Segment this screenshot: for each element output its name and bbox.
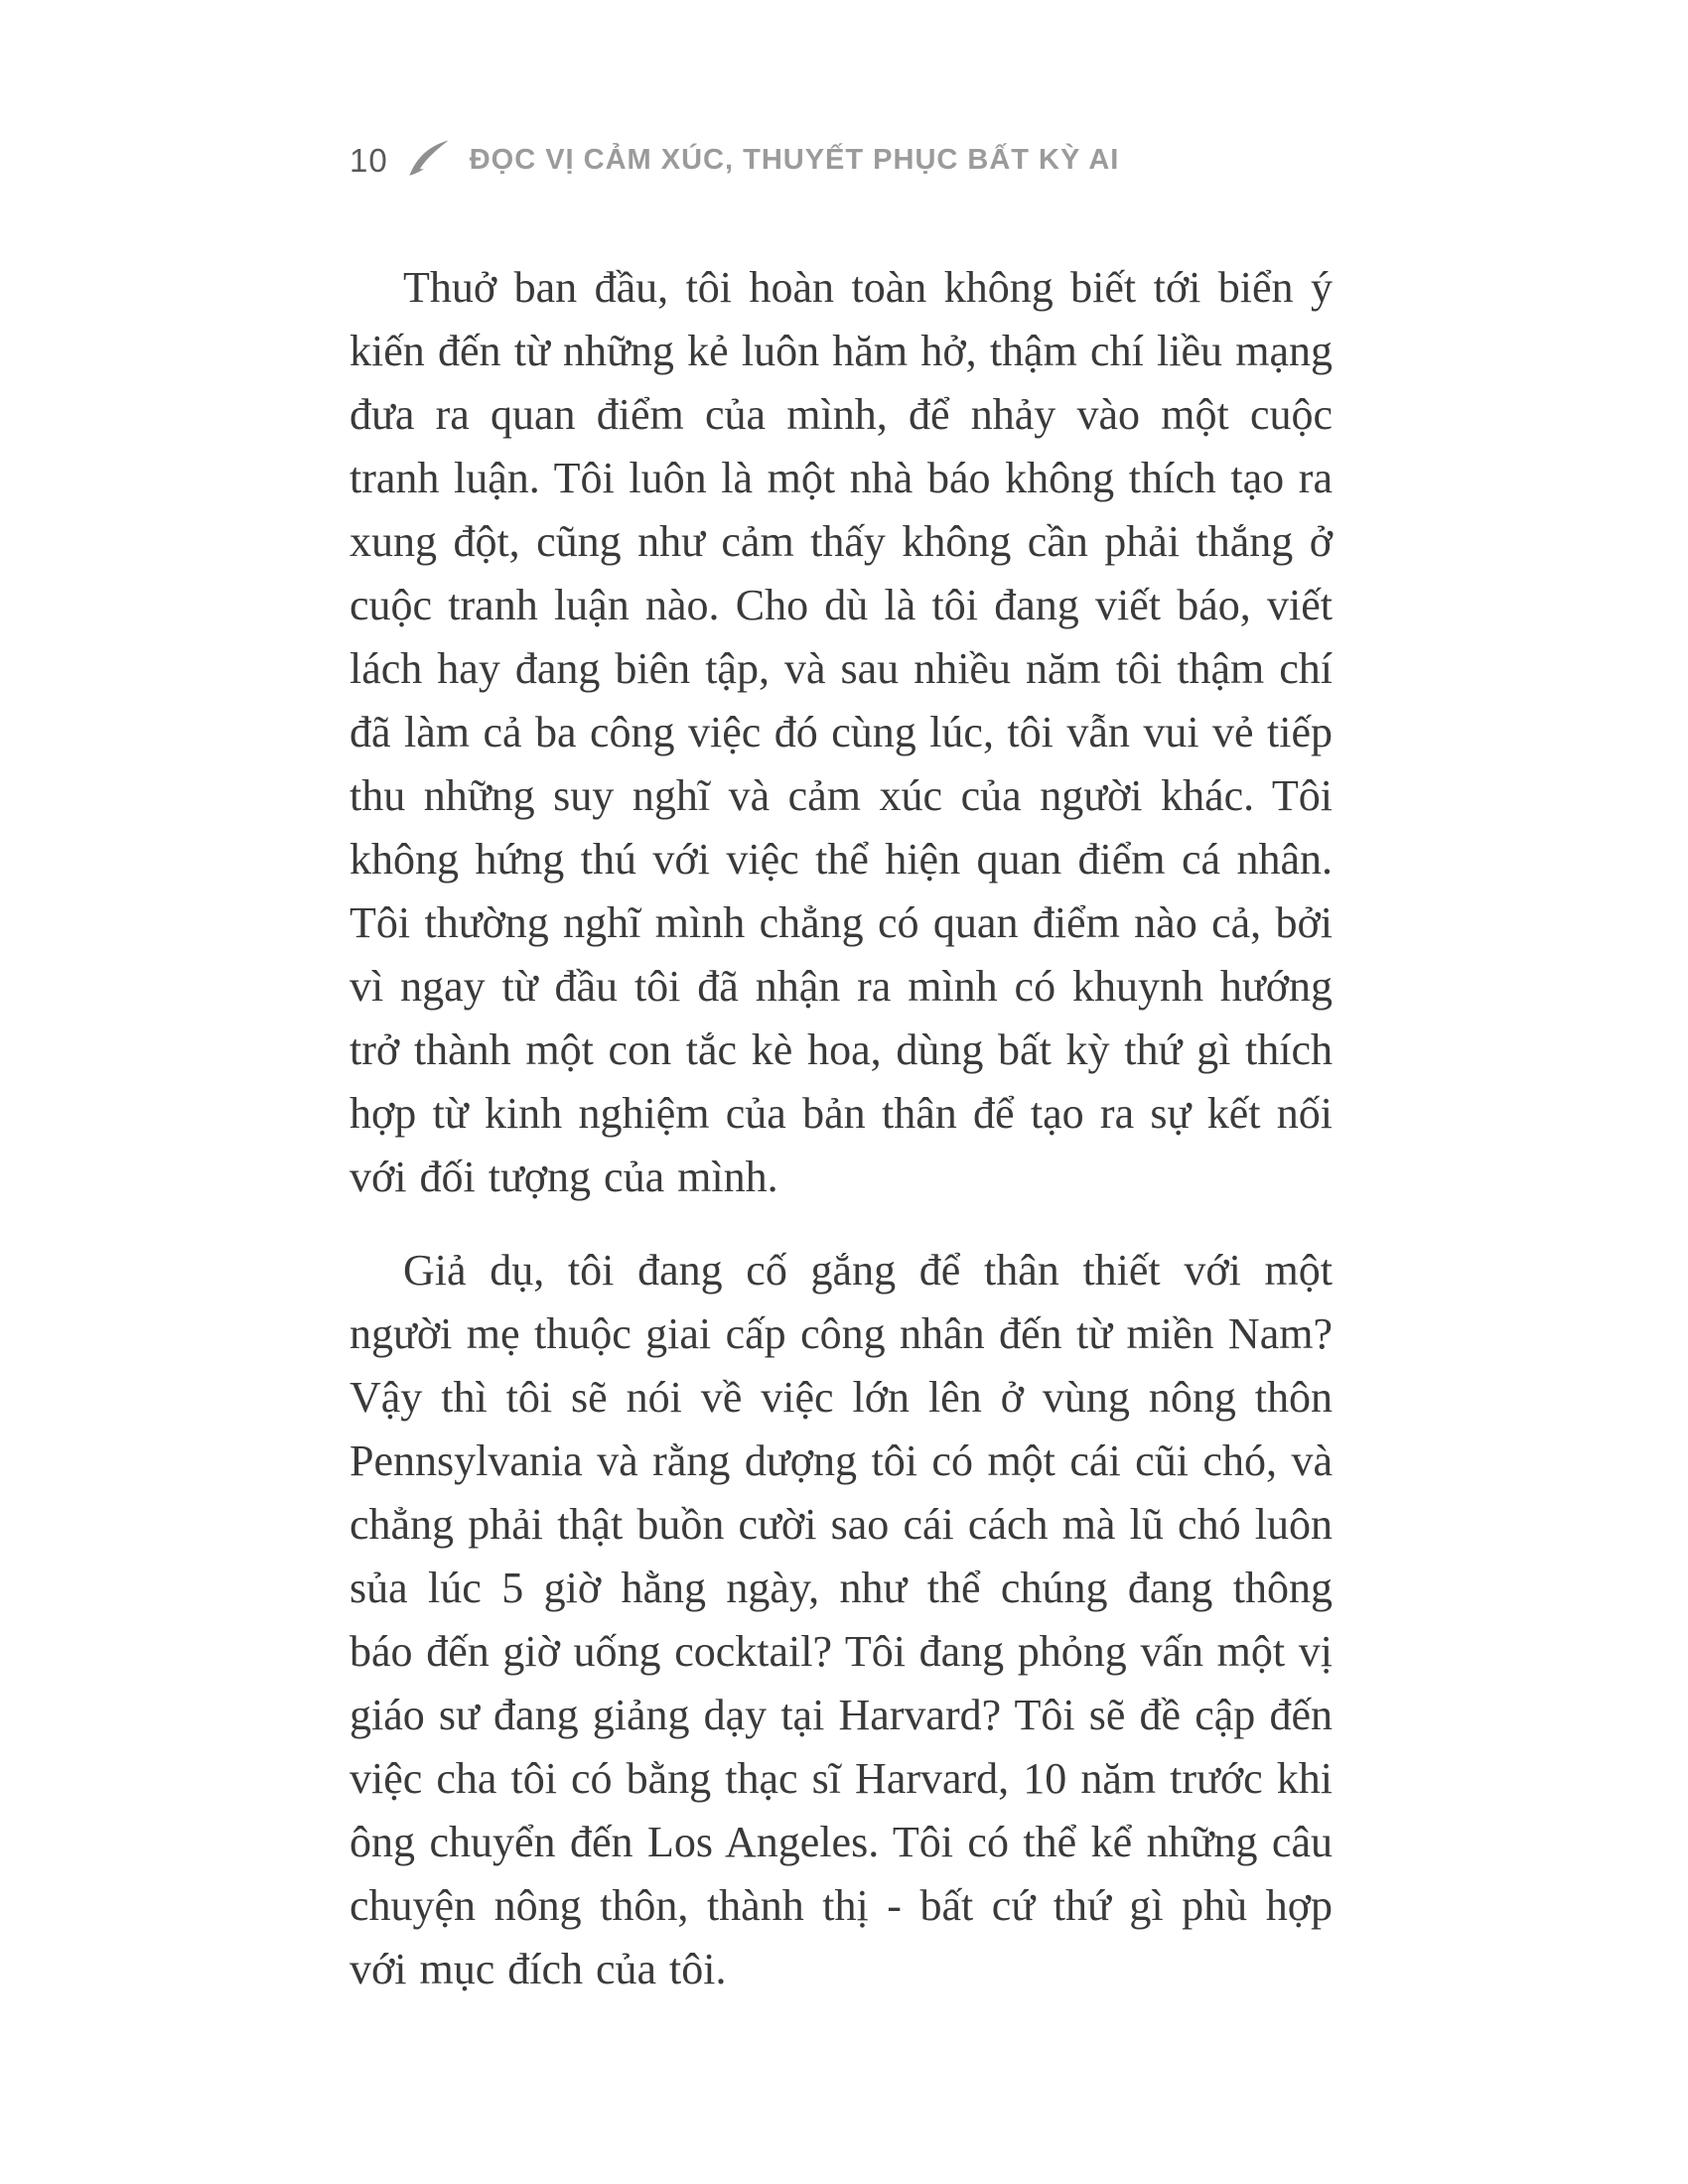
body-paragraph: Giả dụ, tôi đang cố gắng để thân thiết với một người mẹ thuộc giai cấp công nhân đến từ miền Nam? Vậy thì tôi sẽ nói về việc lớn lên ở vùng nông thôn Pennsylvania và rằng dượng tôi có một cái cũi chó, và chẳng phải thật buồn cười sao cái cách mà lũ chó luôn sủa lúc 5 giờ hằng ngày, như thể chúng đang thông báo đến giờ uống cocktail? Tôi đang phỏng vấn một vị giáo sư đang giảng dạy tại Harvard? Tôi sẽ đề cập đến việc cha tôi có bằng thạc sĩ Harvard, 10 năm trước khi ông chuyển đến Los Angeles. Tôi có thể kể những câu chuyện nông thôn, thành thị - bất cứ thứ gì phù hợp với mục đích của tôi. xyxy=(350,1246,1333,1993)
running-title: ĐỌC VỊ CẢM XÚC, THUYẾT PHỤC BẤT KỲ AI xyxy=(469,143,1120,176)
quill-pen-icon xyxy=(408,135,450,186)
page-header xyxy=(350,137,1333,183)
page-body xyxy=(350,256,1333,2031)
page-number: 10 xyxy=(350,141,388,179)
body-paragraph: Thuở ban đầu, tôi hoàn toàn không biết tới biển ý kiến đến từ những kẻ luôn hăm hở, thậm chí liều mạng đưa ra quan điểm của mình, để nhảy vào một cuộc tranh luận. Tôi luôn là một nhà báo không thích tạo ra xung đột, cũng như cảm thấy không cần phải thắng ở cuộc tranh luận nào. Cho dù là tôi đang viết báo, viết lách hay đang biên tập, và sau nhiều năm tôi thậm chí đã làm cả ba công việc đó cùng lúc, tôi vẫn vui vẻ tiếp thu những suy nghĩ và cảm xúc của người khác. Tôi không hứng thú với việc thể hiện quan điểm cá nhân. Tôi thường nghĩ mình chẳng có quan điểm nào cả, bởi vì ngay từ đầu tôi đã nhận ra mình có khuynh hướng trở thành một con tắc kè hoa, dùng bất kỳ thứ gì thích hợp từ kinh nghiệm của bản thân để tạo ra sự kết nối với đối tượng của mình. xyxy=(350,263,1333,1201)
